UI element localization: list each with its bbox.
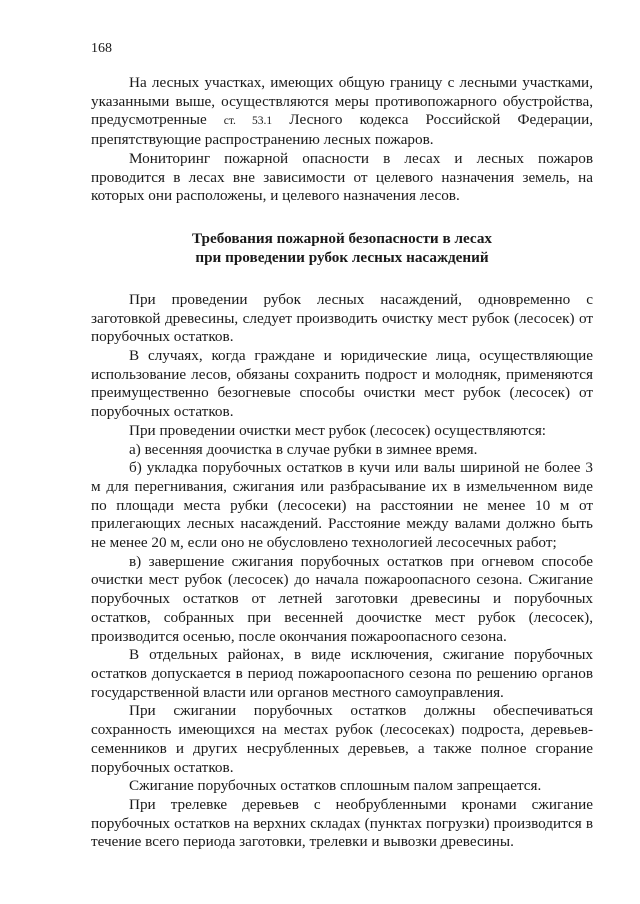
paragraph-text: На лесных участках, имеющих общую границу с лесными участками, указанными выше, осуществляются меры противопожарного обустройства, предусмотренные (91, 74, 593, 129)
list-item: б) укладка порубочных остатков в кучи или валы шириной не более 3 м для перегнивания, сжигания или разбрасывание их в измельченном виде по площади места рубки (лесосеки) на расстоянии не менее 10 м от прилегающих лесных насаждений. Расстояние между валами должно быть не менее 20 м, если оно не обусловлено технологией лесосечных работ; (91, 459, 593, 552)
page-number: 168 (91, 41, 112, 56)
article-reference: ст. 53.1 (223, 115, 273, 128)
paragraph: Сжигание порубочных остатков сплошным палом запрещается. (129, 777, 542, 795)
paragraph (91, 74, 593, 150)
paragraph: При проведении очистки мест рубок (лесосек) осуществляются: (129, 421, 547, 439)
list-item: а) весенняя доочистка в случае рубки в зимнее время. (129, 440, 478, 458)
section-heading-line: Требования пожарной безопасности в лесах (191, 229, 493, 247)
page-content (91, 74, 593, 852)
paragraph: При сжигании порубочных остатков должны обеспечиваться сохранность имеющихся на местах рубок (лесосеках) подроста, деревьев-семенников и других несрубленных деревьев, а также полное сгорание порубочных остатков. (91, 702, 593, 776)
list-item: в) завершение сжигания порубочных остатков при огневом способе очистки мест рубок (лесосек) до начала пожароопасного сезона. Сжигание порубочных остатков от летней заготовки древесины и порубочных остатков, собранных при весенней доочистке мест рубок (лесосек), производится осенью, после окончания пожароопасного сезона. (91, 552, 593, 645)
section-heading-line: при проведении рубок лесных насаждений (195, 248, 489, 266)
paragraph: В случаях, когда граждане и юридические лица, осуществляющие использование лесов, обязаны сохранить подрост и молодняк, применяются преимущественно безогневые способы очистки мест рубок (лесосек) от порубочных остатков. (91, 347, 593, 421)
section-heading (91, 229, 593, 267)
paragraph: При проведении рубок лесных насаждений, одновременно с заготовкой древесины, следует производить очистку мест рубок (лесосек) от порубочных остатков. (91, 290, 593, 346)
paragraph: При трелевке деревьев с необрубленными кронами сжигание порубочных остатков на верхних складах (пунктах погрузки) производится в течение всего периода заготовки, трелевки и вывозки древесины. (91, 795, 593, 851)
paragraph-text: Лесного кодекса Российской Федерации, препятствующие распространению лесных пожаров. (91, 111, 593, 149)
paragraph: Мониторинг пожарной опасности в лесах и лесных пожаров проводится в лесах вне зависимости от целевого назначения земель, на которых они расположены, и целевого назначения лесов. (91, 149, 593, 205)
paragraph: В отдельных районах, в виде исключения, сжигание порубочных остатков допускается в период пожароопасного сезона по решению органов государственной власти или органов местного самоуправления. (91, 646, 593, 701)
